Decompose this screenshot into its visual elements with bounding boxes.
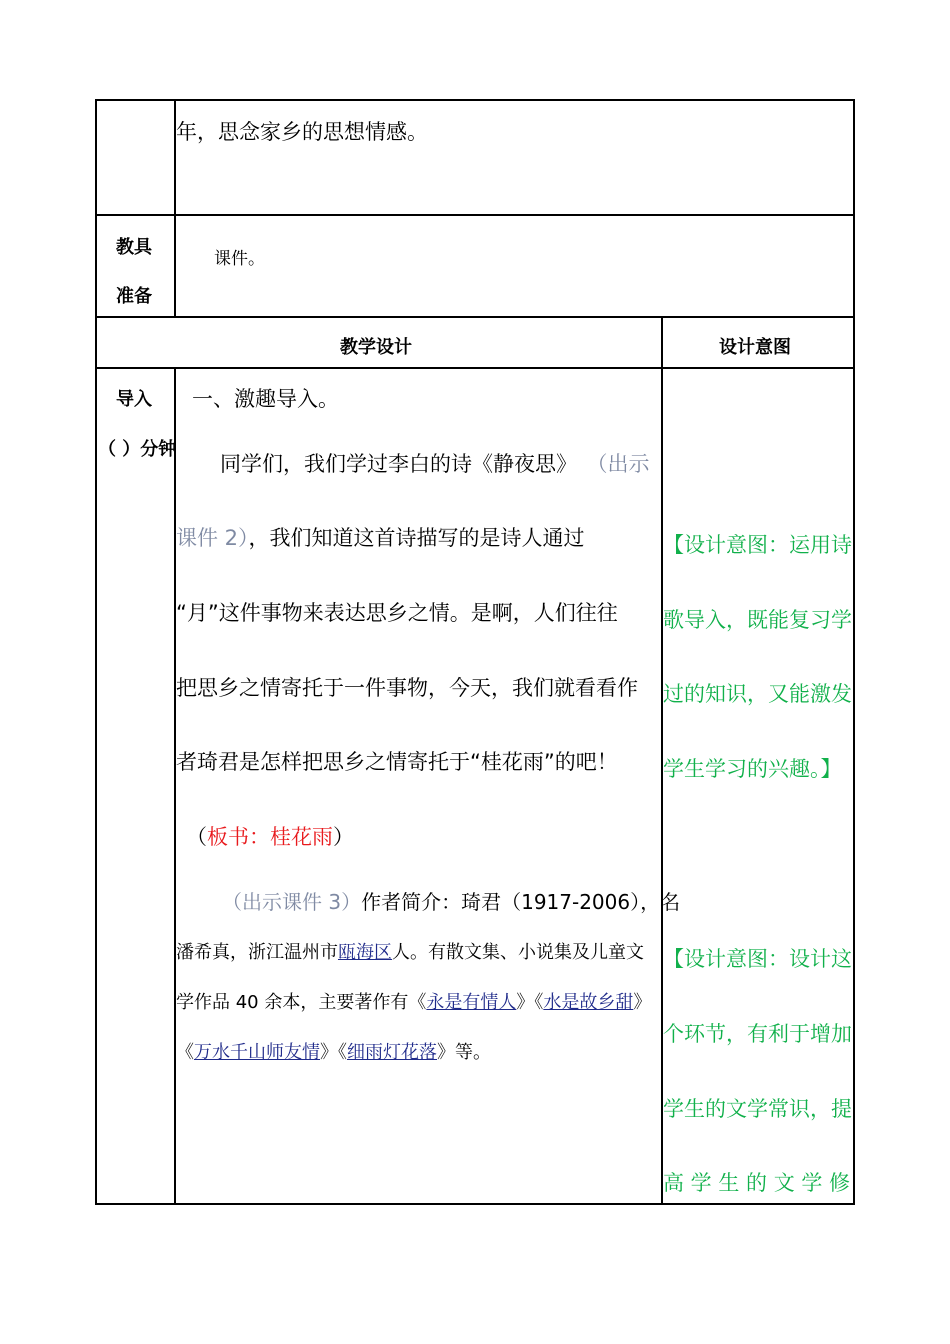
- intent-header: 设计意图: [719, 337, 791, 358]
- courseware-note: （出示课件 3）: [222, 890, 362, 914]
- table-border-top: [95, 99, 855, 101]
- paragraph2-line1: [222, 886, 680, 915]
- intent1-line3: 过的知识，又能激发: [663, 682, 852, 706]
- table-col-divider-label: [174, 367, 176, 1205]
- materials-content: 课件。: [214, 249, 265, 269]
- table-row-divider: [95, 214, 855, 216]
- book-link[interactable]: 万水千山师友情: [194, 1042, 320, 1063]
- section-label-line2: （ ）分钟: [98, 439, 177, 460]
- board-writing-text: 板书：桂花雨: [207, 825, 333, 849]
- book-link[interactable]: 水是故乡甜: [543, 992, 634, 1013]
- intent2-line4: 高 学 生 的 文 学 修: [663, 1171, 851, 1195]
- paragraph1-line5: 者琦君是怎样把思乡之情寄托于“桂花雨”的吧！: [176, 750, 618, 774]
- paragraph1-text: ，我们知道这首诗描写的是诗人通过: [248, 526, 585, 550]
- book-link[interactable]: 细雨灯花落: [347, 1042, 437, 1063]
- table-row-divider: [95, 316, 855, 318]
- intent2-line2: 个环节，有利于增加: [663, 1022, 852, 1046]
- paragraph1-line1: [220, 448, 650, 478]
- objective-text: 年，思念家乡的思想情感。: [176, 120, 428, 144]
- author-intro: 作者简介：琦君（1917-2006），名: [361, 890, 681, 914]
- materials-label-line2: 准备: [116, 286, 152, 307]
- materials-label-line1: 教具: [116, 237, 152, 258]
- section-title: 一、激趣导入。: [192, 387, 339, 411]
- paragraph2-line3: 学作品 40 余本，主要著作有《永是有情人》《水是故乡甜》: [176, 992, 652, 1013]
- paragraph1-text: 同学们，我们学过李白的诗《静夜思》: [220, 452, 577, 476]
- table-border-left: [95, 99, 97, 1205]
- section-label-line1: 导入: [116, 389, 152, 410]
- board-writing: （板书：桂花雨）: [186, 825, 354, 849]
- courseware-note: （出示: [597, 452, 650, 476]
- intent2-line3: 学生的文学常识，提: [663, 1097, 852, 1121]
- table-border-right: [853, 99, 855, 1205]
- design-header: 教学设计: [340, 337, 412, 358]
- table-border-bottom: [95, 1203, 855, 1205]
- paragraph2-line2: 潘希真，浙江温州市瓯海区人。有散文集、小说集及儿童文: [176, 942, 644, 963]
- paragraph1-line4: 把思乡之情寄托于一件事物，今天，我们就看看作: [176, 676, 638, 700]
- paragraph1-line2: [176, 522, 585, 552]
- paragraph1-line3: “月”这件事物来表达思乡之情。是啊，人们往往: [176, 601, 618, 625]
- table-row-divider: [95, 367, 855, 369]
- book-link[interactable]: 永是有情人: [426, 992, 517, 1013]
- paragraph2-line4: 《万水千山师友情》《细雨灯花落》等。: [176, 1042, 491, 1063]
- intent1-line4: 学生学习的兴趣。】: [663, 757, 842, 781]
- intent1-line1: 【设计意图：运用诗: [663, 533, 852, 557]
- courseware-note: 课件 2）: [176, 526, 249, 550]
- district-link[interactable]: 瓯海区: [338, 942, 392, 963]
- intent1-line2: 歌导入，既能复习学: [663, 608, 852, 632]
- intent2-line1: 【设计意图：设计这: [663, 947, 852, 971]
